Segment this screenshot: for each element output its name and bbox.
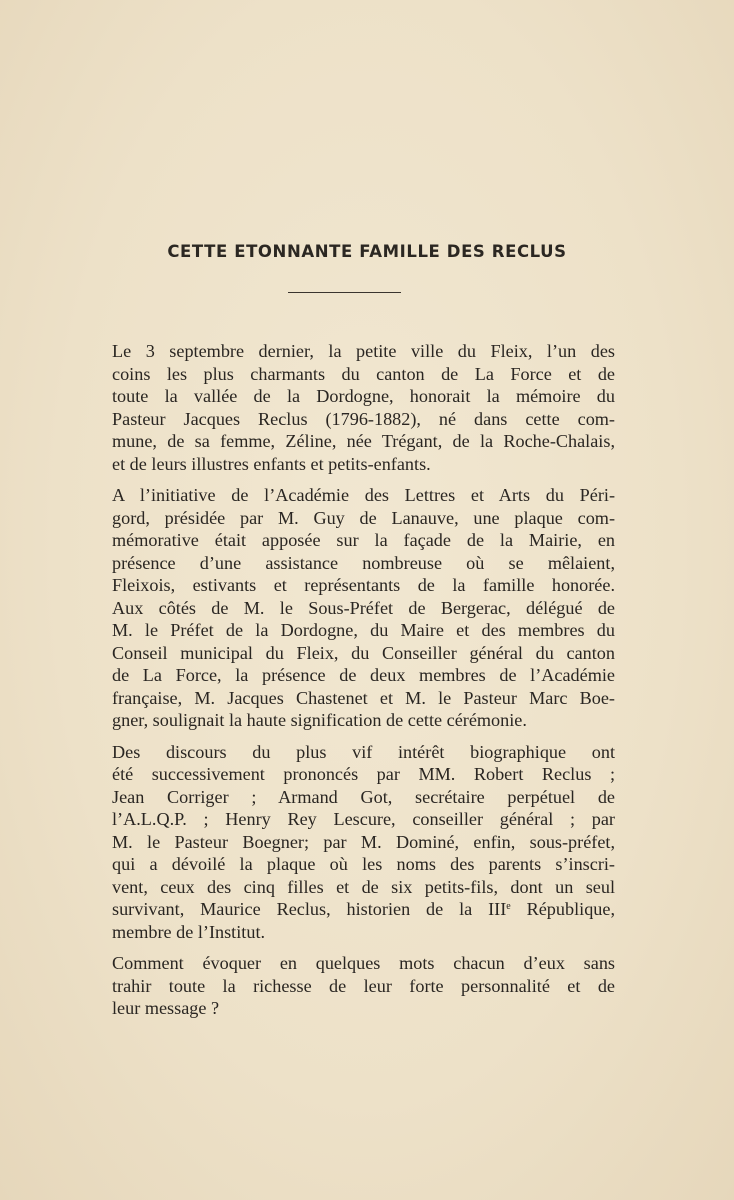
text-line: de La Force, la présence de deux membres de l’Académie <box>112 665 615 685</box>
text-line: leur message ? <box>112 998 220 1018</box>
text-line: mune, de sa femme, Zéline, née Trégant, de la Roche-Chalais, <box>112 431 615 451</box>
text-line: membre de l’Institut. <box>112 921 266 942</box>
text-line: et de leurs illustres enfants et petits-enfants. <box>112 453 431 474</box>
text-line: qui a dévoilé la plaque où les noms des parents s’inscri- <box>112 854 615 874</box>
paragraph-2 <box>112 484 615 732</box>
text-line-with-superscript <box>112 898 615 921</box>
text-line: Aux côtés de M. le Sous-Préfet de Bergerac, délégué de <box>112 597 615 618</box>
text-line: l’A.L.Q.P. ; Henry Rey Lescure, conseiller général ; par <box>112 809 615 829</box>
text-line: vent, ceux des cinq filles et de six petits-fils, dont un seul <box>112 876 615 897</box>
text-line: toute la vallée de la Dordogne, honorait la mémoire du <box>112 386 615 406</box>
text-line: présence d’une assistance nombreuse où se mêlaient, <box>112 552 615 573</box>
text-line: gner, soulignait la haute signification de cette cérémonie. <box>112 710 527 730</box>
superscript: e <box>506 901 511 912</box>
text-line: Pasteur Jacques Reclus (1796-1882), né dans cette com- <box>112 408 615 429</box>
article-body <box>112 340 615 1029</box>
text-line: trahir toute la richesse de leur forte personnalité et de <box>112 975 615 996</box>
text-line: Fleixois, estivants et représentants de la famille honorée. <box>112 575 615 595</box>
text-line: gord, présidée par M. Guy de Lanauve, une plaque com- <box>112 507 615 528</box>
text-line: Des discours du plus vif intérêt biographique ont <box>112 741 615 762</box>
text-line: M. le Préfet de la Dordogne, du Maire et des membres du <box>112 620 615 640</box>
paragraph-4 <box>112 952 615 1020</box>
text-line: Conseil municipal du Fleix, du Conseiller général du canton <box>112 642 615 663</box>
text-fragment: République, <box>510 899 615 919</box>
text-line: Jean Corriger ; Armand Got, secrétaire perpétuel de <box>112 786 615 807</box>
text-line: été successivement prononcés par MM. Robert Reclus ; <box>112 764 615 784</box>
text-fragment: survivant, Maurice Reclus, historien de la III <box>112 899 507 919</box>
text-line: A l’initiative de l’Académie des Lettres et Arts du Péri- <box>112 485 615 505</box>
text-line: coins les plus charmants du canton de La Force et de <box>112 363 615 384</box>
text-line: Le 3 septembre dernier, la petite ville du Fleix, l’un des <box>112 341 615 361</box>
article-title: CETTE ETONNANTE FAMILLE DES RECLUS <box>167 242 567 261</box>
title-divider-rule <box>288 292 401 293</box>
text-line: française, M. Jacques Chastenet et M. le Pasteur Marc Boe- <box>112 687 615 708</box>
paragraph-1 <box>112 340 615 475</box>
text-line: M. le Pasteur Boegner; par M. Dominé, enfin, sous-préfet, <box>112 831 615 852</box>
text-line: Comment évoquer en quelques mots chacun d’eux sans <box>112 953 615 973</box>
paragraph-3 <box>112 741 615 944</box>
text-line: mémorative était apposée sur la façade de la Mairie, en <box>112 530 615 550</box>
